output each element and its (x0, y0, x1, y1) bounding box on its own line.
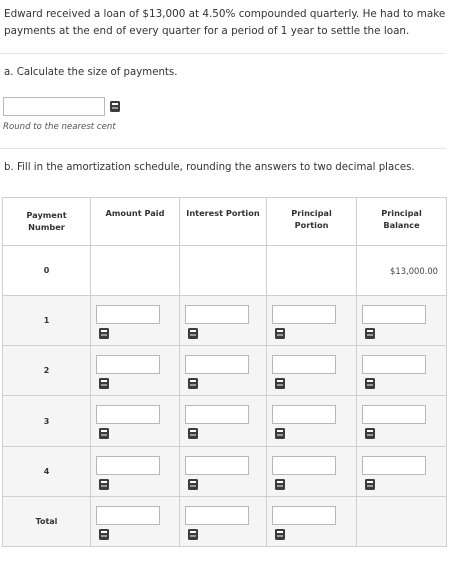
calculator-icon[interactable] (188, 428, 198, 439)
total-amount-paid-cell (91, 496, 180, 546)
calculator-icon[interactable] (99, 378, 109, 389)
amount-paid-input[interactable] (96, 405, 160, 424)
principal-portion-input[interactable] (272, 305, 336, 324)
header-interest-portion (180, 198, 267, 246)
total-interest-portion-cell (180, 496, 267, 546)
principal-portion-cell (267, 446, 357, 496)
principal-portion-input[interactable] (272, 456, 336, 475)
interest-portion-cell (180, 346, 267, 396)
table-header-row (3, 198, 447, 246)
divider (0, 53, 446, 54)
principal-balance-input[interactable] (362, 355, 426, 374)
amount-paid-cell (91, 296, 180, 346)
header-label: Principal Balance (381, 208, 422, 230)
calculator-icon[interactable] (99, 479, 109, 490)
amount-paid-cell (91, 346, 180, 396)
interest-portion-cell (180, 446, 267, 496)
interest-portion-input[interactable] (185, 405, 249, 424)
calculator-icon[interactable] (188, 479, 198, 490)
principal-balance-input[interactable] (362, 305, 426, 324)
principal-balance-input[interactable] (362, 456, 426, 475)
principal-balance-cell (357, 446, 447, 496)
principal-balance-cell (357, 296, 447, 346)
calculator-icon[interactable] (188, 328, 198, 339)
header-label: Interest Portion (186, 208, 260, 218)
calculator-icon[interactable] (365, 428, 375, 439)
calculator-icon[interactable] (110, 101, 120, 112)
payment-number-cell: 3 (3, 396, 91, 446)
table-row-total (3, 496, 447, 546)
interest-portion-input[interactable] (185, 305, 249, 324)
total-principal-portion-input[interactable] (272, 506, 336, 525)
payment-number-cell: 1 (3, 296, 91, 346)
amortization-table (2, 197, 447, 547)
principal-portion-input[interactable] (272, 355, 336, 374)
principal-portion-cell (267, 346, 357, 396)
header-label: Principal Portion (291, 208, 332, 230)
interest-portion-input[interactable] (185, 456, 249, 475)
principal-balance-cell (357, 346, 447, 396)
table-row (3, 396, 447, 446)
principal-portion-cell (267, 396, 357, 446)
calculator-icon[interactable] (188, 378, 198, 389)
total-principal-balance-cell (357, 496, 447, 546)
part-a-label: a. Calculate the size of payments. (4, 67, 178, 78)
rounding-hint: Round to the nearest cent (3, 122, 116, 132)
table-row (3, 296, 447, 346)
amount-paid-input[interactable] (96, 456, 160, 475)
header-principal-portion (267, 198, 357, 246)
header-principal-balance (357, 198, 447, 246)
payment-size-input[interactable] (3, 97, 105, 116)
calculator-icon[interactable] (99, 328, 109, 339)
principal-balance-cell (357, 246, 447, 296)
table-row (3, 346, 447, 396)
total-label-cell: Total (3, 496, 91, 546)
calculator-icon[interactable] (99, 529, 109, 540)
calculator-icon[interactable] (275, 378, 285, 389)
principal-balance-cell (357, 396, 447, 446)
principal-portion-cell (267, 246, 357, 296)
initial-balance-value: $13,000.00 (390, 266, 438, 276)
total-amount-paid-input[interactable] (96, 506, 160, 525)
amount-paid-cell (91, 446, 180, 496)
interest-portion-input[interactable] (185, 355, 249, 374)
principal-portion-cell (267, 296, 357, 346)
header-amount-paid (91, 198, 180, 246)
table-row (3, 446, 447, 496)
header-label: Payment Number (26, 210, 67, 232)
part-b-label: b. Fill in the amortization schedule, rounding the answers to two decimal places. (4, 162, 415, 173)
calculator-icon[interactable] (365, 328, 375, 339)
payment-number-cell: 0 (3, 246, 91, 296)
amount-paid-cell (91, 396, 180, 446)
calculator-icon[interactable] (188, 529, 198, 540)
divider (0, 148, 446, 149)
interest-portion-cell (180, 396, 267, 446)
total-principal-portion-cell (267, 496, 357, 546)
total-interest-portion-input[interactable] (185, 506, 249, 525)
principal-portion-input[interactable] (272, 405, 336, 424)
payment-number-cell: 4 (3, 446, 91, 496)
interest-portion-cell (180, 246, 267, 296)
calculator-icon[interactable] (365, 479, 375, 490)
payment-number-cell: 2 (3, 346, 91, 396)
calculator-icon[interactable] (99, 428, 109, 439)
header-label: Amount Paid (105, 208, 165, 218)
amount-paid-input[interactable] (96, 305, 160, 324)
interest-portion-cell (180, 296, 267, 346)
header-payment-number (3, 198, 91, 246)
calculator-icon[interactable] (275, 328, 285, 339)
amount-paid-cell (91, 246, 180, 296)
calculator-icon[interactable] (275, 479, 285, 490)
calculator-icon[interactable] (275, 428, 285, 439)
table-row (3, 246, 447, 296)
problem-statement: Edward received a loan of $13,000 at 4.50% compounded quarterly. He had to make payments at the end of every quarter for a period of 1 year to settle the loan. (4, 8, 446, 37)
calculator-icon[interactable] (275, 529, 285, 540)
calculator-icon[interactable] (365, 378, 375, 389)
amount-paid-input[interactable] (96, 355, 160, 374)
principal-balance-input[interactable] (362, 405, 426, 424)
